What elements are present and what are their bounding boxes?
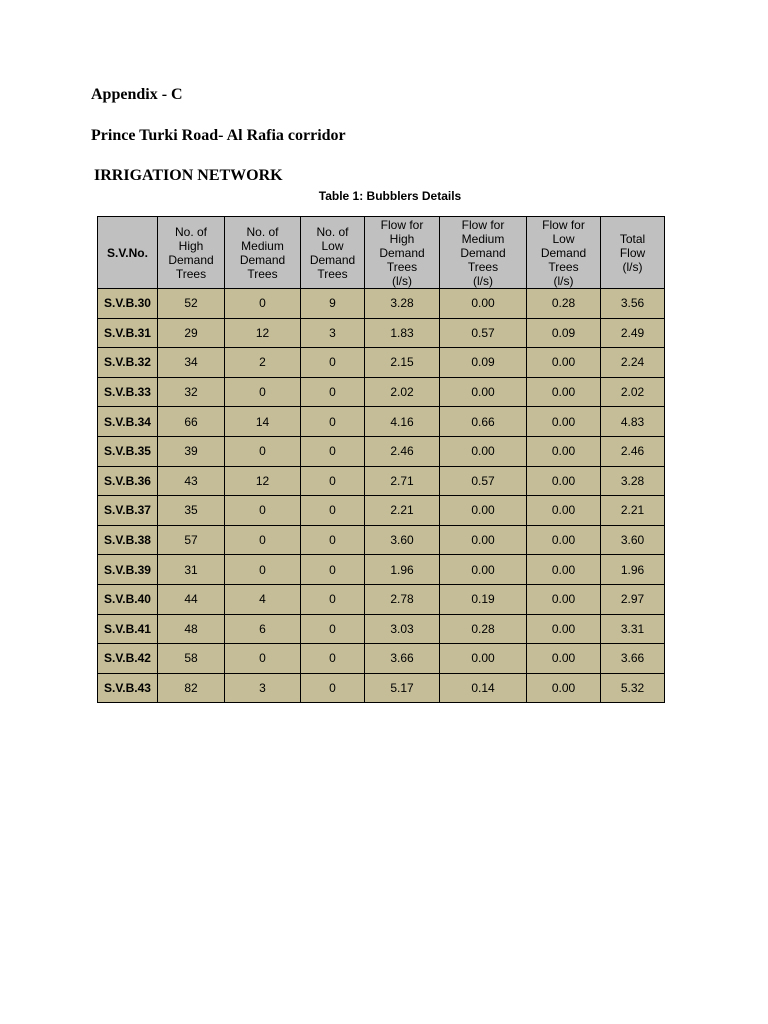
table-cell: 3.28 [601,466,665,496]
table-cell: 5.32 [601,673,665,703]
table-cell: 12 [225,318,301,348]
table-cell: 2.21 [365,496,440,526]
table-cell: 4 [225,584,301,614]
table-cell: 2.46 [601,436,665,466]
table-cell: 2.46 [365,436,440,466]
table-cell: 3.66 [601,644,665,674]
row-label-cell: S.V.B.30 [98,289,158,319]
header-cell-sv-no: S.V.No. [98,217,158,289]
table-cell: 1.96 [601,555,665,585]
table-cell: 2.97 [601,584,665,614]
table-cell: 0 [225,555,301,585]
row-label-cell: S.V.B.37 [98,496,158,526]
table-cell: 0.14 [440,673,527,703]
header-cell: No. of Medium Demand Trees [225,217,301,289]
table-cell: 0.00 [440,436,527,466]
table-cell: 3.03 [365,614,440,644]
table-row [98,614,665,644]
table-cell: 0 [301,673,365,703]
table-cell: 3 [225,673,301,703]
table-cell: 0.00 [527,555,601,585]
table-cell: 3.31 [601,614,665,644]
table-cell: 0 [225,496,301,526]
table-row [98,466,665,496]
header-cell: Flow for High Demand Trees (l/s) [365,217,440,289]
table-cell: 2.15 [365,348,440,378]
table-cell: 0.09 [527,318,601,348]
table-cell: 0 [301,407,365,437]
table-cell: 48 [158,614,225,644]
table-cell: 0 [301,525,365,555]
table-cell: 4.16 [365,407,440,437]
table-row [98,318,665,348]
header-cell: Total Flow (l/s) [601,217,665,289]
row-label-cell: S.V.B.40 [98,584,158,614]
table-cell: 0.57 [440,466,527,496]
table-cell: 0 [301,436,365,466]
table-cell: 0.00 [527,584,601,614]
table-header [98,217,665,289]
table-cell: 29 [158,318,225,348]
table-cell: 57 [158,525,225,555]
table-row [98,584,665,614]
table-row [98,436,665,466]
table-cell: 0.28 [440,614,527,644]
header-row [98,217,665,289]
table-cell: 0.00 [440,377,527,407]
table-cell: 0 [301,377,365,407]
header-cell: Flow for Low Demand Trees (l/s) [527,217,601,289]
table-cell: 58 [158,644,225,674]
table-cell: 35 [158,496,225,526]
table-cell: 0.66 [440,407,527,437]
header-cell: No. of Low Demand Trees [301,217,365,289]
table-cell: 0.00 [527,466,601,496]
table-cell: 44 [158,584,225,614]
table-cell: 3.66 [365,644,440,674]
table-cell: 0.00 [440,555,527,585]
table-row [98,496,665,526]
appendix-heading: Appendix - C [91,86,183,103]
table-cell: 12 [225,466,301,496]
table-cell: 0 [301,614,365,644]
table-row [98,289,665,319]
table-cell: 0 [225,525,301,555]
table-cell: 2 [225,348,301,378]
table-row [98,407,665,437]
table-cell: 0.00 [440,525,527,555]
table-cell: 2.71 [365,466,440,496]
table-cell: 0 [301,644,365,674]
table-row [98,644,665,674]
row-label-cell: S.V.B.43 [98,673,158,703]
table-body [98,289,665,703]
table-row [98,555,665,585]
table-cell: 0.00 [527,644,601,674]
table-cell: 0 [301,466,365,496]
row-label-cell: S.V.B.33 [98,377,158,407]
table-cell: 0.00 [527,496,601,526]
table-cell: 1.83 [365,318,440,348]
table-cell: 31 [158,555,225,585]
table-cell: 2.02 [601,377,665,407]
table-caption: Table 1: Bubblers Details [318,189,462,203]
table-row [98,348,665,378]
row-label-cell: S.V.B.41 [98,614,158,644]
table-cell: 0.00 [527,348,601,378]
row-label-cell: S.V.B.38 [98,525,158,555]
table-cell: 0 [225,377,301,407]
table-cell: 0.00 [527,673,601,703]
table-cell: 0 [225,289,301,319]
table-cell: 1.96 [365,555,440,585]
table-cell: 2.02 [365,377,440,407]
table-cell: 14 [225,407,301,437]
table-cell: 0 [225,436,301,466]
table-cell: 6 [225,614,301,644]
table-cell: 82 [158,673,225,703]
table-cell: 0 [301,348,365,378]
table-cell: 2.78 [365,584,440,614]
table-cell: 2.24 [601,348,665,378]
row-label-cell: S.V.B.31 [98,318,158,348]
table-cell: 43 [158,466,225,496]
table-cell: 0.00 [527,407,601,437]
row-label-cell: S.V.B.32 [98,348,158,378]
table-cell: 0.28 [527,289,601,319]
table-cell: 2.21 [601,496,665,526]
bubblers-table-container [97,216,665,703]
table-row [98,673,665,703]
table-cell: 3.60 [365,525,440,555]
table-cell: 0.00 [440,644,527,674]
table-cell: 34 [158,348,225,378]
table-cell: 0.00 [440,496,527,526]
table-cell: 0 [301,555,365,585]
table-cell: 0 [225,644,301,674]
header-cell: No. of High Demand Trees [158,217,225,289]
corridor-heading: Prince Turki Road- Al Rafia corridor [91,127,346,144]
table-cell: 0.09 [440,348,527,378]
table-cell: 2.49 [601,318,665,348]
table-cell: 0.00 [440,289,527,319]
table-row [98,525,665,555]
table-cell: 32 [158,377,225,407]
table-cell: 5.17 [365,673,440,703]
table-row [98,377,665,407]
table-cell: 0.00 [527,614,601,644]
table-cell: 0 [301,584,365,614]
table-cell: 0.00 [527,377,601,407]
table-cell: 39 [158,436,225,466]
table-cell: 0.00 [527,525,601,555]
table-cell: 3.60 [601,525,665,555]
table-cell: 0 [301,496,365,526]
table-cell: 3 [301,318,365,348]
bubblers-details-table [97,216,665,703]
table-cell: 4.83 [601,407,665,437]
table-cell: 3.28 [365,289,440,319]
row-label-cell: S.V.B.36 [98,466,158,496]
network-heading: IRRIGATION NETWORK [94,167,283,184]
table-cell: 66 [158,407,225,437]
row-label-cell: S.V.B.39 [98,555,158,585]
table-cell: 0.00 [527,436,601,466]
table-cell: 3.56 [601,289,665,319]
table-cell: 9 [301,289,365,319]
table-cell: 0.57 [440,318,527,348]
row-label-cell: S.V.B.42 [98,644,158,674]
table-cell: 52 [158,289,225,319]
table-cell: 0.19 [440,584,527,614]
header-cell: Flow for Medium Demand Trees (l/s) [440,217,527,289]
row-label-cell: S.V.B.34 [98,407,158,437]
row-label-cell: S.V.B.35 [98,436,158,466]
